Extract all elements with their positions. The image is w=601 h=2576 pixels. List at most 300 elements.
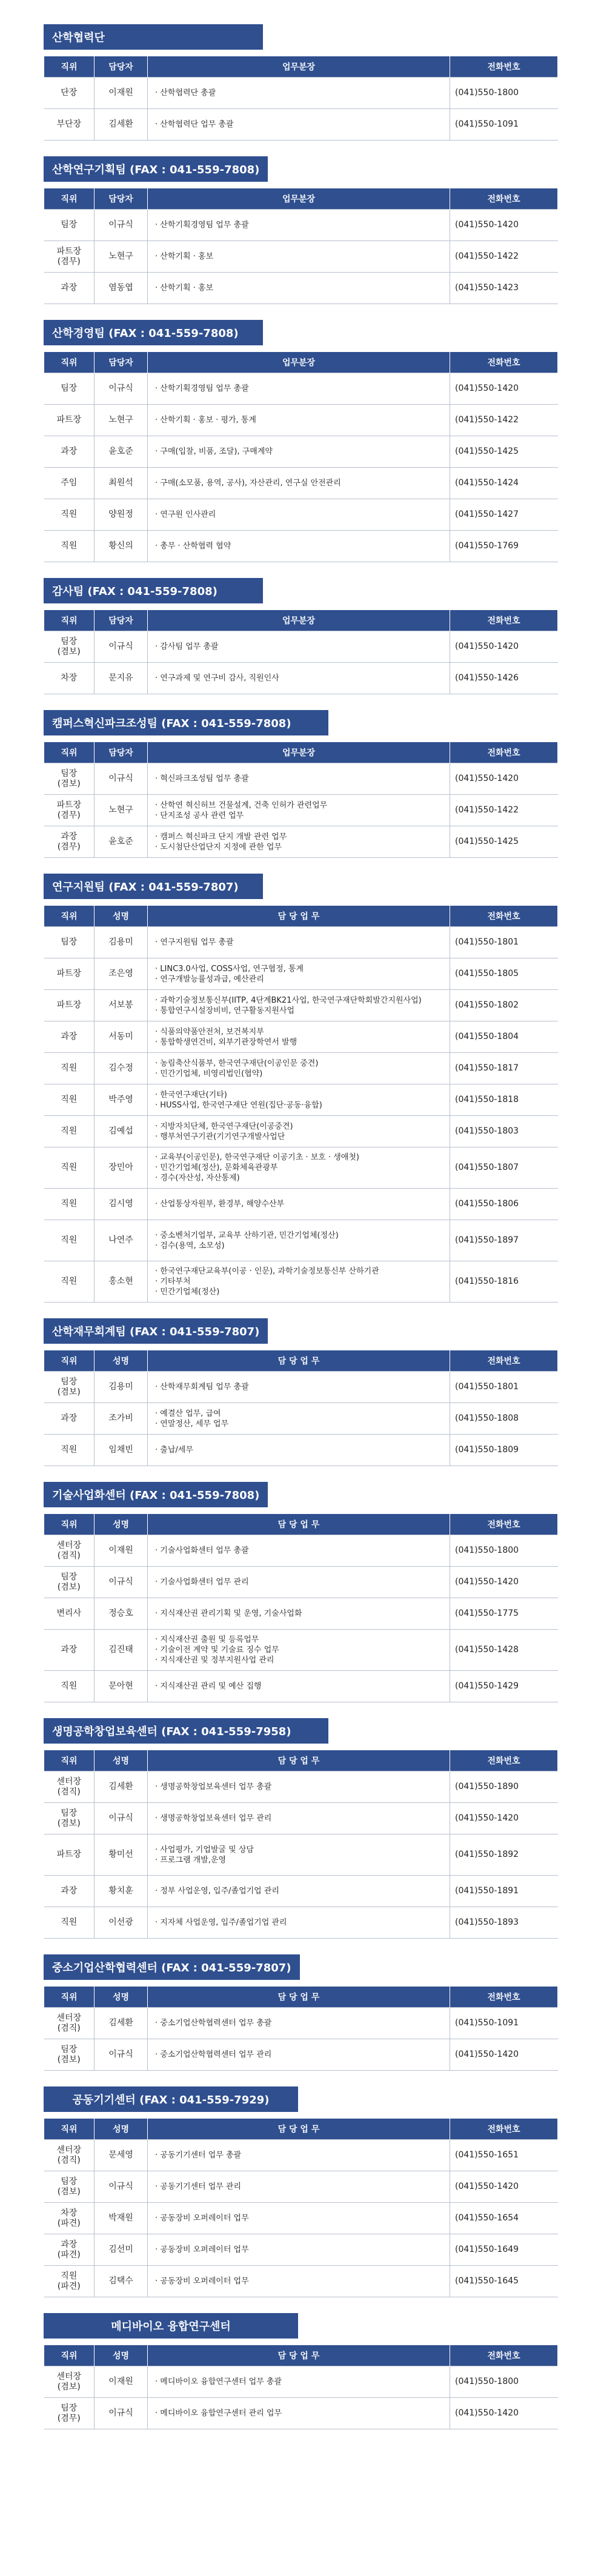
cell-duty: · 메디바이오 융합연구센터 업무 총괄	[148, 2366, 450, 2398]
cell-phone[interactable]: (041)550-1420	[450, 2398, 558, 2429]
cell-position: 팀장 (겸보)	[44, 1567, 95, 1598]
department-section	[44, 1954, 557, 2071]
header-duty: 담 당 업 무	[148, 2345, 450, 2366]
cell-phone[interactable]: (041)550-1424	[450, 468, 558, 499]
table-row	[44, 1116, 558, 1147]
cell-phone[interactable]: (041)550-1422	[450, 405, 558, 436]
cell-duty: · 한국연구재단교육부(이공 · 인문), 과학기술정보통신부 산하기관 · 기타부처 · 민간기업체(정산)	[148, 1261, 450, 1303]
cell-name: 이재원	[95, 78, 148, 109]
header-name: 성명	[95, 1350, 148, 1372]
cell-name: 노현구	[95, 795, 148, 826]
header-name: 성명	[95, 2345, 148, 2366]
table-row	[44, 78, 558, 109]
cell-duty: · 공동기기센터 업무 관리	[148, 2171, 450, 2203]
table-row	[44, 958, 558, 990]
staff-table	[44, 2118, 558, 2297]
cell-name: 윤호준	[95, 436, 148, 468]
cell-position: 직원	[44, 1907, 95, 1939]
cell-duty: · LINC3.0사업, COSS사업, 연구협정, 통계 · 연구개발능률성과급, 예산관리	[148, 958, 450, 990]
table-header-row	[44, 2119, 558, 2140]
header-position: 직위	[44, 1750, 95, 1771]
cell-duty: · 혁신파크조성팀 업무 총괄	[148, 763, 450, 795]
staff-table	[44, 1986, 558, 2071]
table-row	[44, 531, 558, 562]
cell-duty: · 생명공학창업보육센터 업무 관리	[148, 1803, 450, 1834]
cell-name: 이규식	[95, 373, 148, 405]
table-row	[44, 763, 558, 795]
cell-name: 이규식	[95, 2039, 148, 2071]
table-row	[44, 1147, 558, 1189]
cell-phone[interactable]: (041)550-1804	[450, 1021, 558, 1053]
section-title: 산학경영팀 (FAX : 041-559-7808)	[44, 320, 263, 345]
cell-phone[interactable]: (041)550-1423	[450, 273, 558, 304]
header-position: 직위	[44, 2119, 95, 2140]
cell-phone[interactable]: (041)550-1429	[450, 1671, 558, 1702]
table-row	[44, 1189, 558, 1220]
header-duty: 업무분장	[148, 742, 450, 763]
table-row	[44, 1084, 558, 1116]
cell-duty: · 공동장비 오퍼레이터 업무	[148, 2266, 450, 2297]
header-duty: 담 당 업 무	[148, 1350, 450, 1372]
header-position: 직위	[44, 742, 95, 763]
header-duty: 업무분장	[148, 188, 450, 210]
cell-position: 파트장	[44, 958, 95, 990]
cell-phone[interactable]: (041)550-1420	[450, 1567, 558, 1598]
header-phone: 전화번호	[450, 188, 558, 210]
cell-duty: · 생명공학창업보육센터 업무 총괄	[148, 1771, 450, 1803]
table-row	[44, 1372, 558, 1403]
cell-name: 김예섭	[95, 1116, 148, 1147]
header-duty: 담 당 업 무	[148, 2119, 450, 2140]
cell-phone[interactable]: (041)550-1801	[450, 1372, 558, 1403]
cell-phone[interactable]: (041)550-1806	[450, 1189, 558, 1220]
cell-name: 김세환	[95, 109, 148, 141]
table-row	[44, 2140, 558, 2171]
cell-duty: · 산학연 혁신허브 건물설계, 건축 인허가 관련업무 · 단지조성 공사 관련 업무	[148, 795, 450, 826]
cell-position: 파트장 (겸무)	[44, 795, 95, 826]
cell-name: 이선광	[95, 1907, 148, 1939]
cell-duty: · 연구지원팀 업무 총괄	[148, 927, 450, 958]
header-duty: 담 당 업 무	[148, 906, 450, 927]
cell-duty: · 산학기획경영팀 업무 총괄	[148, 210, 450, 241]
cell-duty: · 산학협력단 업무 총괄	[148, 109, 450, 141]
department-section	[44, 156, 557, 304]
table-row	[44, 1220, 558, 1261]
cell-duty: · 캠퍼스 혁신파크 단지 개발 관련 업무 · 도시첨단산업단지 지정에 관한 업무	[148, 826, 450, 858]
cell-position: 단장	[44, 78, 95, 109]
cell-position: 센터장 (겸직)	[44, 2140, 95, 2171]
cell-phone[interactable]: (041)550-1420	[450, 1803, 558, 1834]
cell-name: 노현구	[95, 405, 148, 436]
section-title: 중소기업산학협력센터 (FAX : 041-559-7807)	[44, 1954, 300, 1980]
cell-name: 황치훈	[95, 1876, 148, 1907]
header-position: 직위	[44, 1514, 95, 1535]
section-title: 산학연구기획팀 (FAX : 041-559-7808)	[44, 156, 268, 182]
cell-phone[interactable]: (041)550-1775	[450, 1598, 558, 1630]
header-name: 담당자	[95, 610, 148, 631]
cell-name: 문지유	[95, 663, 148, 694]
header-phone: 전화번호	[450, 610, 558, 631]
cell-position: 과장	[44, 1876, 95, 1907]
cell-position: 직원	[44, 499, 95, 531]
header-phone: 전화번호	[450, 2345, 558, 2366]
table-row	[44, 499, 558, 531]
table-row	[44, 2203, 558, 2234]
cell-phone[interactable]: (041)550-1420	[450, 631, 558, 663]
header-duty: 업무분장	[148, 352, 450, 373]
cell-duty: · 산학기획 · 홍보	[148, 273, 450, 304]
cell-position: 팀장 (겸보)	[44, 631, 95, 663]
department-section	[44, 24, 557, 141]
cell-position: 파트장	[44, 405, 95, 436]
table-header-row	[44, 188, 558, 210]
cell-name: 김세환	[95, 1771, 148, 1803]
cell-phone[interactable]: (041)550-1645	[450, 2266, 558, 2297]
cell-name: 홍소현	[95, 1261, 148, 1303]
cell-phone[interactable]: (041)550-1425	[450, 436, 558, 468]
staff-table	[44, 1513, 558, 1702]
cell-phone[interactable]: (041)550-1420	[450, 2171, 558, 2203]
cell-name: 김세환	[95, 2008, 148, 2039]
header-name: 성명	[95, 1987, 148, 2008]
table-row	[44, 405, 558, 436]
section-title: 감사팀 (FAX : 041-559-7808)	[44, 578, 263, 603]
header-name: 담당자	[95, 352, 148, 373]
table-header-row	[44, 1514, 558, 1535]
cell-duty: · 중소벤처기업부, 교육부 산하기관, 민간기업체(정산) · 검수(용역, 소모성)	[148, 1220, 450, 1261]
header-phone: 전화번호	[450, 742, 558, 763]
cell-phone[interactable]: (041)550-1803	[450, 1116, 558, 1147]
cell-name: 문아현	[95, 1671, 148, 1702]
cell-position: 파트장	[44, 990, 95, 1021]
cell-phone[interactable]: (041)550-1769	[450, 531, 558, 562]
cell-phone[interactable]: (041)550-1802	[450, 990, 558, 1021]
table-header-row	[44, 1350, 558, 1372]
cell-duty: · 연구원 인사관리	[148, 499, 450, 531]
cell-position: 팀장	[44, 927, 95, 958]
header-position: 직위	[44, 1350, 95, 1372]
header-position: 직위	[44, 188, 95, 210]
cell-phone[interactable]: (041)550-1818	[450, 1084, 558, 1116]
department-section	[44, 874, 557, 1303]
cell-phone[interactable]: (041)550-1805	[450, 958, 558, 990]
header-duty: 업무분장	[148, 610, 450, 631]
staff-table	[44, 56, 558, 141]
cell-position: 팀장 (겸보)	[44, 1803, 95, 1834]
cell-position: 직원	[44, 1116, 95, 1147]
cell-position: 주임	[44, 468, 95, 499]
cell-name: 이규식	[95, 1803, 148, 1834]
cell-position: 센터장 (겸직)	[44, 1535, 95, 1567]
table-row	[44, 1435, 558, 1466]
cell-duty: · 공동장비 오퍼레이터 업무	[148, 2234, 450, 2266]
cell-phone[interactable]: (041)550-1816	[450, 1261, 558, 1303]
section-title: 공동기기센터 (FAX : 041-559-7929)	[44, 2086, 298, 2112]
cell-phone[interactable]: (041)550-1091	[450, 109, 558, 141]
table-header-row	[44, 906, 558, 927]
cell-phone[interactable]: (041)550-1897	[450, 1220, 558, 1261]
cell-name: 나연주	[95, 1220, 148, 1261]
cell-position: 과장	[44, 273, 95, 304]
cell-duty: · 감사팀 업무 총괄	[148, 631, 450, 663]
cell-position: 팀장 (겸무)	[44, 2398, 95, 2429]
header-phone: 전화번호	[450, 906, 558, 927]
department-section	[44, 1318, 557, 1466]
table-row	[44, 373, 558, 405]
table-row	[44, 1630, 558, 1671]
table-row	[44, 2234, 558, 2266]
table-row	[44, 927, 558, 958]
cell-duty: · 식품의약품안전처, 보건복지부 · 통합학생연건비, 외부기관장학연서 발행	[148, 1021, 450, 1053]
cell-duty: · 정부 사업운영, 입주/졸업기업 관리	[148, 1876, 450, 1907]
cell-name: 박주영	[95, 1084, 148, 1116]
cell-position: 직원	[44, 1084, 95, 1116]
cell-name: 이규식	[95, 763, 148, 795]
cell-duty: · 사업평가, 기업발굴 및 상담 · 프로그램 개발,운영	[148, 1834, 450, 1876]
header-duty: 담 당 업 무	[148, 1514, 450, 1535]
cell-duty: · 출납/세무	[148, 1435, 450, 1466]
cell-name: 양원정	[95, 499, 148, 531]
cell-name: 이재원	[95, 1535, 148, 1567]
header-duty: 담 당 업 무	[148, 1987, 450, 2008]
cell-phone[interactable]: (041)550-1426	[450, 663, 558, 694]
staff-table	[44, 1350, 558, 1466]
table-header-row	[44, 2345, 558, 2366]
cell-phone[interactable]: (041)550-1651	[450, 2140, 558, 2171]
cell-duty: · 기술사업화센터 업무 총괄	[148, 1535, 450, 1567]
cell-name: 황미선	[95, 1834, 148, 1876]
header-duty: 담 당 업 무	[148, 1750, 450, 1771]
table-row	[44, 1261, 558, 1303]
cell-duty: · 지식재산권 출원 및 등록업무 · 기술이전 계약 및 기술료 징수 업무 · 지식재산권 및 정부지원사업 관리	[148, 1630, 450, 1671]
table-header-row	[44, 742, 558, 763]
cell-position: 과장	[44, 1630, 95, 1671]
cell-duty: · 산업통상자원부, 환경부, 해양수산부	[148, 1189, 450, 1220]
cell-position: 과장	[44, 1403, 95, 1435]
cell-duty: · 구매(입찰, 비품, 조달), 구매계약	[148, 436, 450, 468]
cell-position: 직원	[44, 531, 95, 562]
cell-position: 차장	[44, 663, 95, 694]
cell-name: 김선미	[95, 2234, 148, 2266]
cell-position: 팀장 (겸보)	[44, 2171, 95, 2203]
table-row	[44, 663, 558, 694]
cell-position: 직원	[44, 1053, 95, 1084]
cell-duty: · 산학기획 · 홍보 · 평가, 통계	[148, 405, 450, 436]
cell-duty: · 지식재산권 관리기획 및 운영, 기술사업화	[148, 1598, 450, 1630]
table-row	[44, 436, 558, 468]
cell-phone[interactable]: (041)550-1890	[450, 1771, 558, 1803]
cell-phone[interactable]: (041)550-1892	[450, 1834, 558, 1876]
cell-position: 팀장 (겸보)	[44, 1372, 95, 1403]
cell-duty: · 지자체 사업운영, 입주/졸업기업 관리	[148, 1907, 450, 1939]
cell-phone[interactable]: (041)550-1809	[450, 1435, 558, 1466]
table-row	[44, 2266, 558, 2297]
cell-phone[interactable]: (041)550-1420	[450, 2039, 558, 2071]
table-row	[44, 1567, 558, 1598]
cell-name: 김용미	[95, 1372, 148, 1403]
cell-phone[interactable]: (041)550-1800	[450, 2366, 558, 2398]
table-row	[44, 1671, 558, 1702]
cell-phone[interactable]: (041)550-1425	[450, 826, 558, 858]
cell-position: 센터장 (겸직)	[44, 2008, 95, 2039]
cell-position: 팀장 (겸보)	[44, 763, 95, 795]
cell-position: 직원	[44, 1671, 95, 1702]
staff-table	[44, 905, 558, 1303]
header-phone: 전화번호	[450, 1514, 558, 1535]
cell-name: 윤호준	[95, 826, 148, 858]
table-header-row	[44, 352, 558, 373]
cell-phone[interactable]: (041)550-1807	[450, 1147, 558, 1189]
section-title: 생명공학창업보육센터 (FAX : 041-559-7958)	[44, 1718, 328, 1744]
cell-phone[interactable]: (041)550-1800	[450, 78, 558, 109]
cell-position: 직원	[44, 1261, 95, 1303]
table-row	[44, 468, 558, 499]
table-row	[44, 2171, 558, 2203]
staff-table	[44, 609, 558, 694]
department-section	[44, 578, 557, 694]
cell-phone[interactable]: (041)550-1422	[450, 241, 558, 273]
cell-name: 김진태	[95, 1630, 148, 1671]
cell-phone[interactable]: (041)550-1893	[450, 1907, 558, 1939]
cell-phone[interactable]: (041)550-1420	[450, 373, 558, 405]
table-row	[44, 241, 558, 273]
cell-position: 센터장 (겸보)	[44, 2366, 95, 2398]
cell-name: 문세영	[95, 2140, 148, 2171]
cell-duty: · 지식재산권 관리 및 예산 집행	[148, 1671, 450, 1702]
cell-name: 정승호	[95, 1598, 148, 1630]
cell-name: 최원석	[95, 468, 148, 499]
table-row	[44, 2008, 558, 2039]
cell-duty: · 연구과제 및 연구비 감사, 직원인사	[148, 663, 450, 694]
section-title: 산학재무회계팀 (FAX : 041-559-7807)	[44, 1318, 268, 1344]
table-row	[44, 1053, 558, 1084]
header-phone: 전화번호	[450, 2119, 558, 2140]
table-row	[44, 1771, 558, 1803]
table-row	[44, 826, 558, 858]
cell-phone[interactable]: (041)550-1800	[450, 1535, 558, 1567]
cell-name: 이규식	[95, 2171, 148, 2203]
header-phone: 전화번호	[450, 56, 558, 78]
staff-table	[44, 1750, 558, 1939]
cell-phone[interactable]: (041)550-1808	[450, 1403, 558, 1435]
header-position: 직위	[44, 906, 95, 927]
cell-phone[interactable]: (041)550-1654	[450, 2203, 558, 2234]
cell-name: 이규식	[95, 631, 148, 663]
header-name: 성명	[95, 2119, 148, 2140]
table-row	[44, 2398, 558, 2429]
cell-position: 차장 (파견)	[44, 2203, 95, 2234]
cell-position: 직원	[44, 1435, 95, 1466]
table-row	[44, 273, 558, 304]
header-name: 성명	[95, 1750, 148, 1771]
cell-phone[interactable]: (041)550-1420	[450, 763, 558, 795]
cell-duty: · 중소기업산학협력센터 업무 관리	[148, 2039, 450, 2071]
cell-position: 과장 (겸무)	[44, 826, 95, 858]
table-row	[44, 795, 558, 826]
cell-phone[interactable]: (041)550-1817	[450, 1053, 558, 1084]
cell-name: 조은영	[95, 958, 148, 990]
cell-name: 김수정	[95, 1053, 148, 1084]
section-title: 메디바이오 융합연구센터	[44, 2313, 298, 2339]
header-phone: 전화번호	[450, 1987, 558, 2008]
section-title: 기술사업화센터 (FAX : 041-559-7808)	[44, 1482, 268, 1507]
department-section	[44, 710, 557, 858]
header-name: 성명	[95, 1514, 148, 1535]
header-position: 직위	[44, 610, 95, 631]
department-section	[44, 2313, 557, 2429]
cell-name: 염동엽	[95, 273, 148, 304]
cell-position: 직원	[44, 1189, 95, 1220]
table-row	[44, 2366, 558, 2398]
table-row	[44, 1876, 558, 1907]
cell-duty: · 한국연구재단(기타) · HUSS사업, 한국연구재단 연원(집단·공동·융합)	[148, 1084, 450, 1116]
cell-duty: · 공동기기센터 업무 총괄	[148, 2140, 450, 2171]
table-row	[44, 1403, 558, 1435]
cell-position: 과장	[44, 1021, 95, 1053]
cell-phone[interactable]: (041)550-1891	[450, 1876, 558, 1907]
cell-phone[interactable]: (041)550-1801	[450, 927, 558, 958]
staff-table	[44, 188, 558, 304]
table-row	[44, 1803, 558, 1834]
cell-name: 김택수	[95, 2266, 148, 2297]
cell-name: 서동미	[95, 1021, 148, 1053]
cell-duty: · 구매(소모품, 용역, 공사), 자산관리, 연구실 안전관리	[148, 468, 450, 499]
table-row	[44, 109, 558, 141]
cell-phone[interactable]: (041)550-1091	[450, 2008, 558, 2039]
cell-position: 변리사	[44, 1598, 95, 1630]
cell-duty: · 과학기술정보통신부(IITP, 4단계BK21사업, 한국연구재단학회발간지원사업) · 통합연구시설장비비, 연구활동지원사업	[148, 990, 450, 1021]
cell-duty: · 산학재무회계팀 업무 총괄	[148, 1372, 450, 1403]
cell-phone[interactable]: (041)550-1649	[450, 2234, 558, 2266]
cell-position: 직원 (파견)	[44, 2266, 95, 2297]
cell-duty: · 메디바이오 융합연구센터 관리 업무	[148, 2398, 450, 2429]
cell-duty: · 기술사업화센터 업무 관리	[148, 1567, 450, 1598]
section-title: 캠퍼스혁신파크조성팀 (FAX : 041-559-7808)	[44, 710, 328, 735]
cell-phone[interactable]: (041)550-1428	[450, 1630, 558, 1671]
table-row	[44, 1834, 558, 1876]
cell-phone[interactable]: (041)550-1427	[450, 499, 558, 531]
cell-name: 이규식	[95, 1567, 148, 1598]
header-position: 직위	[44, 352, 95, 373]
cell-name: 조가비	[95, 1403, 148, 1435]
cell-phone[interactable]: (041)550-1420	[450, 210, 558, 241]
table-row	[44, 1598, 558, 1630]
cell-position: 센터장 (겸직)	[44, 1771, 95, 1803]
table-header-row	[44, 56, 558, 78]
table-row	[44, 2039, 558, 2071]
header-name: 담당자	[95, 188, 148, 210]
cell-name: 이규식	[95, 2398, 148, 2429]
cell-position: 과장	[44, 436, 95, 468]
cell-duty: · 중소기업산학협력센터 업무 총괄	[148, 2008, 450, 2039]
cell-position: 팀장	[44, 373, 95, 405]
cell-duty: · 지방자치단체, 한국연구재단(이공중견) · 행부처연구기관(기기연구개발사업단	[148, 1116, 450, 1147]
table-header-row	[44, 610, 558, 631]
cell-position: 직원	[44, 1220, 95, 1261]
table-row	[44, 210, 558, 241]
header-position: 직위	[44, 2345, 95, 2366]
department-section	[44, 1482, 557, 1702]
header-phone: 전화번호	[450, 1750, 558, 1771]
cell-duty: · 산학기획경영팀 업무 총괄	[148, 373, 450, 405]
header-name: 담당자	[95, 742, 148, 763]
cell-duty: · 공동장비 오퍼레이터 업무	[148, 2203, 450, 2234]
staff-table	[44, 351, 558, 562]
cell-position: 부단장	[44, 109, 95, 141]
cell-phone[interactable]: (041)550-1422	[450, 795, 558, 826]
cell-duty: · 산학기획 · 홍보	[148, 241, 450, 273]
cell-duty: · 교육부(이공인문), 한국연구재단 이공기초 · 보호 · 생애첫) · 민간기업체(정산), 문화체육관광부 · 경수(자산성, 자산통제)	[148, 1147, 450, 1189]
